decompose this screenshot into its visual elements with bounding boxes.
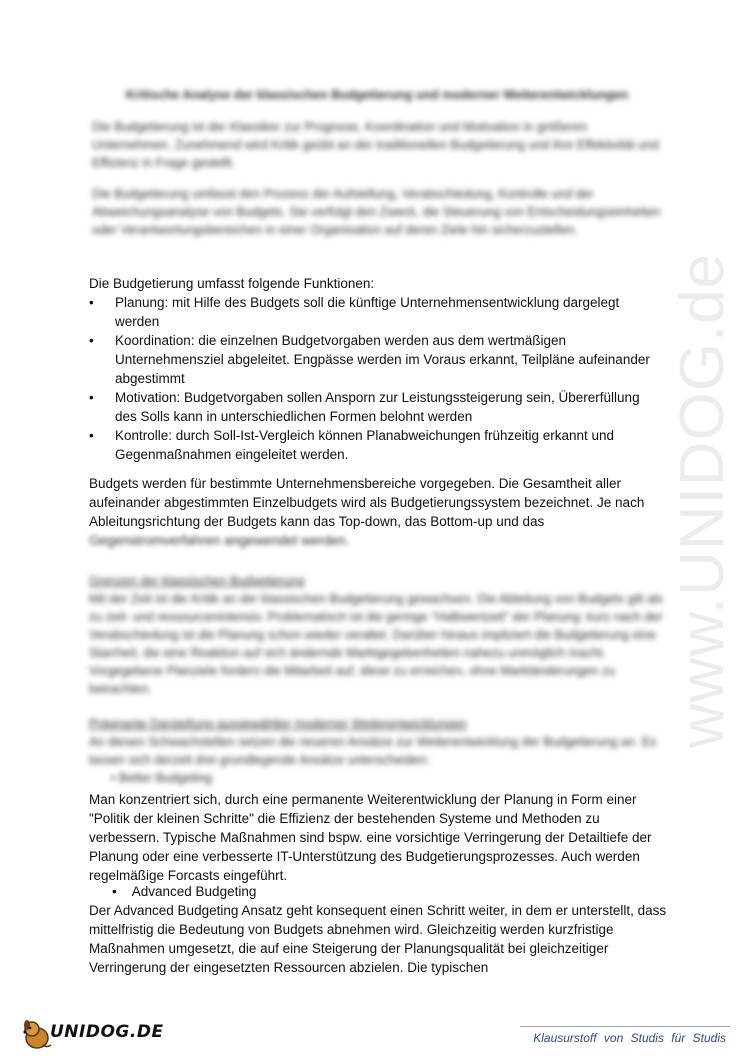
budgets-paragraph-tail: Gegenstromverfahren angewendet werden. [89, 533, 350, 548]
advanced-budgeting-label: • Advanced Budgeting [112, 884, 257, 899]
grenzen-section [89, 572, 664, 698]
advanced-budgeting-paragraph: Der Advanced Budgeting Ansatz geht konsequent einen Schritt weiter, in dem er unterstellt, dass mittelfristig die Bedeutung von Budgets abnehmen wird. Gleichzeitig werden kurzfristige Maßnahmen umgesetzt, die auf eine Steigerung der Planungsqualität bei gleichzeitiger Verringerung der eingesetzten Ressourcen abzielen. Die typischen [89, 903, 667, 975]
bullet: • [89, 390, 94, 405]
list-item: • Motivation: Budgetvorgaben sollen Ansporn zur Leistungssteigerung sein, Übererfüllung des Solls kann in unterschiedlichen Formen belohnt werden [89, 390, 640, 424]
list-item: • Koordination: die einzelnen Budgetvorgaben werden aus dem wertmäßigen Unternehmensziel abgeleitet. Engpässe werden im Voraus erkannt, Teilpläne aufeinander abgestimmt [89, 333, 650, 386]
section-text: An diesen Schwachstellen setzen die neueren Ansätze zur Weiterentwicklung der Budgetierung an. Es lassen sich derzeit drei grundlegende Ansätze unterscheiden: [89, 735, 657, 767]
functions-section [89, 274, 664, 464]
list-item: • Planung: mit Hilfe des Budgets soll die künftige Unternehmensentwicklung dargelegt werden [89, 295, 620, 329]
better-budgeting-label: • Better Budgeting [111, 771, 212, 785]
section-text: Mit der Zeit ist die Kritik an der klassischen Budgetierung gewachsen. Die Ableitung von Budgets gilt als zu zeit- und ressourcenintensiv. Problematisch ist die geringe "Halbwertzeit" der Planung: kurz nach der Verabschiedung ist die Planung schon wieder veraltet. Darüber hinaus impliziert die Budgetierung eine Starrheit, die eine Reaktion auf sich ändernde Marktgegebenheiten nahezu unmöglich macht. Vorgegebene Planziele fordern die Mitarbeit auf, diese zu erreichen, ohne Marktänderungen zu betrachten. [89, 592, 663, 696]
budgets-paragraph: Budgets werden für bestimmte Unternehmensbereiche vorgegeben. Die Gesamtheit aller aufeinander abgestimmten Einzelbudgets wird als Budgetierungssystem bezeichnet. Je nach Ableitungsrichtung der Budgets kann das Top-down, das Bottom-up und das Gegenstromverfahren angewendet werden. [89, 474, 664, 550]
footer-tagline: Klausurstoff von Studis für Studis [533, 1031, 726, 1045]
watermark [663, 252, 743, 748]
footer-divider [520, 1026, 730, 1027]
functions-intro: Die Budgetierung umfasst folgende Funktionen: [89, 276, 375, 291]
unidog-logo [20, 1016, 170, 1052]
intro-paragraph-2: Die Budgetierung umfasst den Prozess der Aufstellung, Verabschiedung, Kontrolle und der Abweichungsanalyse von Budgets. Sie verfolgt den Zweck, die Steuerung von Entscheidungseinheiten oder Verantwortungsbereichen in einer Organisation auf deren Ziele hin sicherzustellen. [92, 187, 661, 237]
document-title: Kritische Analyse der klassischen Budgetierung und moderner Weiterentwicklungen [125, 88, 629, 102]
section-heading: Prägnante Darstellung ausgewählter moderner Weiterentwicklungen [89, 717, 467, 731]
logo-text: UNIDOG.DE [50, 1022, 164, 1042]
dog-icon [20, 1016, 54, 1052]
bullet: • [89, 428, 94, 443]
better-budgeting-paragraph: Man konzentriert sich, durch eine permanente Weiterentwicklung der Planung in Form einer "Politik der kleinen Schritte" die Effizienz der bestehenden Systeme und Methoden zu verbessern. Typische Maßnahmen sind bspw. eine vorsichtige Verringerung der Detailtiefe der Planung oder eine verbesserte IT-Unterstützung des Budgetierungsprozesses. Auch werden regelmäßige Forcasts eingeführt. [89, 792, 652, 883]
bullet: • [89, 295, 94, 310]
functions-list [89, 293, 664, 464]
bullet: • [89, 333, 94, 348]
watermark-text: www.UNIDOG.de [668, 252, 738, 748]
intro-paragraph-1: Die Budgetierung ist der Klassiker zur Prognose, Koordination und Motivation in größeren Unternehmen. Zunehmend wird Kritik geübt an der traditionellen Budgetierung und ihre Effektivität und Effizienz in Frage gestellt. [92, 120, 659, 170]
list-item: • Kontrolle: durch Soll-Ist-Vergleich können Planabweichungen frühzeitig erkannt und Gegenmaßnahmen eingeleitet werden. [89, 428, 615, 462]
praegnante-section [89, 715, 664, 787]
section-heading: Grenzen der klassischen Budgetierung [89, 574, 305, 588]
